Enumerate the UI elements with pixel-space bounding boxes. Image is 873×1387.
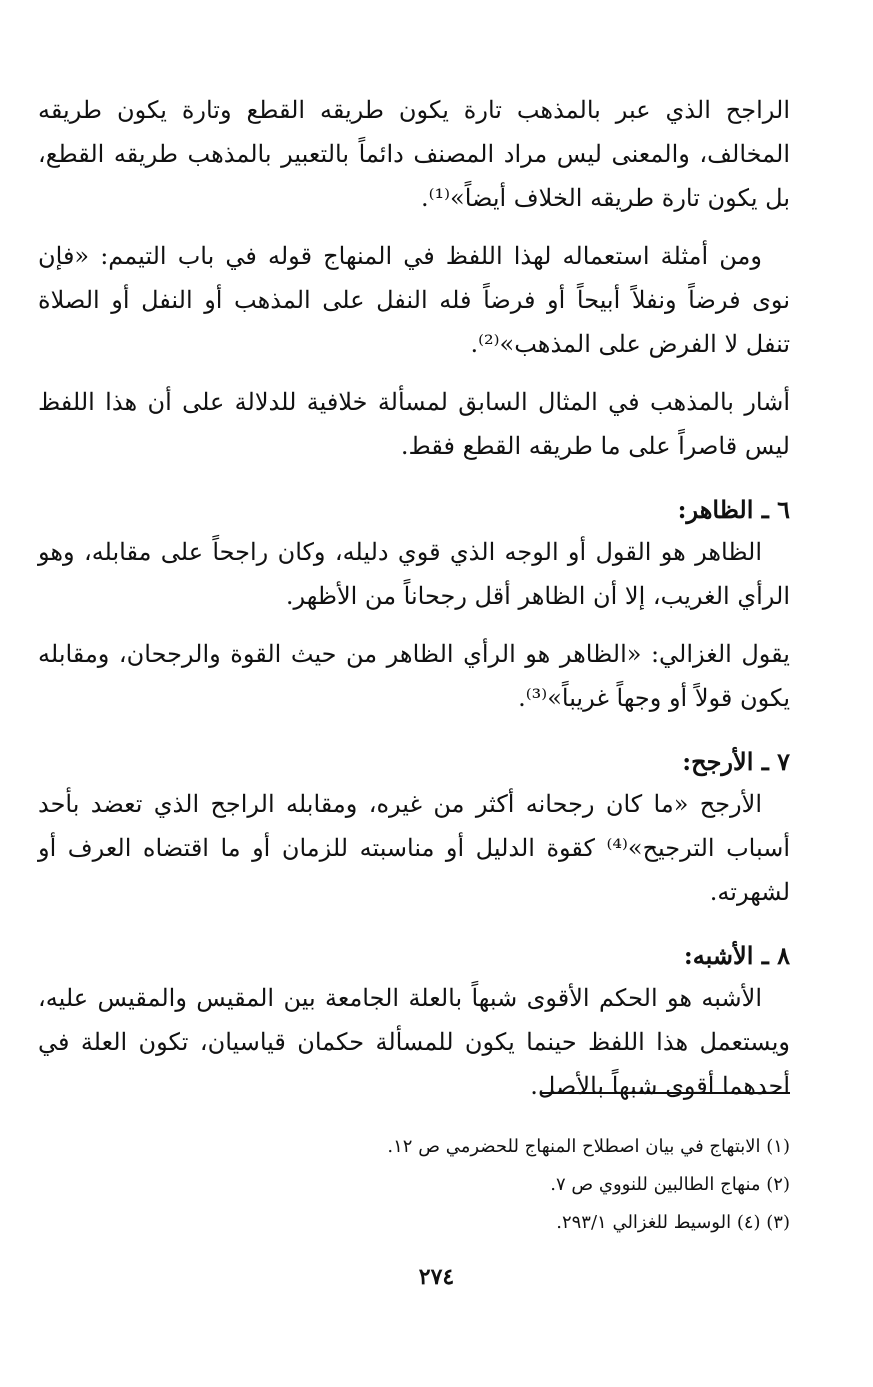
paragraph-zahir-ghazali: يقول الغزالي: «الظاهر هو الرأي الظاهر من حيث القوة والرجحان، ومقابله يكون قولاً أو وجهاً غريباً»⁽³⁾. <box>38 640 790 712</box>
footnote-divider <box>540 1092 790 1094</box>
page-body <box>38 88 790 1122</box>
paragraph-zahir-definition: الظاهر هو القول أو الوجه الذي قوي دليله، وكان راجحاً على مقابله، وهو الرأي الغريب، إلا أن الظاهر أقل رجحاناً من الأظهر. <box>38 538 790 610</box>
footnote-1: (١) الابتهاج في بيان اصطلاح المنهاج للحضرمي ص ١٢. <box>387 1136 790 1157</box>
heading-ashbah: ٨ ـ الأشبه: <box>683 941 790 970</box>
footnotes <box>38 1128 790 1242</box>
heading-arjah: ٧ ـ الأرجح: <box>682 747 790 776</box>
paragraph-madhhab-note: أشار بالمذهب في المثال السابق لمسألة خلافية للدلالة على أن هذا اللفظ ليس قاصراً على ما طريقه القطع فقط. <box>38 388 790 460</box>
footnote-2: (٢) منهاج الطالبين للنووي ص ٧. <box>550 1174 790 1195</box>
page-number: ٢٧٤ <box>418 1264 455 1290</box>
paragraph-arjah-definition: الأرجح «ما كان رجحانه أكثر من غيره، ومقابله الراجح الذي تعضد بأحد أسباب الترجيح»⁽⁴⁾ كقوة الدليل أو مناسبته للزمان أو ما اقتضاه العرف أو لشهرته. <box>38 790 790 906</box>
footnote-3-4: (٣) (٤) الوسيط للغزالي ٢٩٣/١. <box>556 1212 790 1233</box>
heading-zahir: ٦ ـ الظاهر: <box>677 495 790 524</box>
paragraph-madhhab-continuation: الراجح الذي عبر بالمذهب تارة يكون طريقه القطع وتارة يكون طريقه المخالف، والمعنى ليس مراد المصنف دائماً بالتعبير بالمذهب طريقه القطع، بل يكون تارة طريقه الخلاف أيضاً»⁽¹⁾. <box>38 96 790 212</box>
paragraph-madhhab-example: ومن أمثلة استعماله لهذا اللفظ في المنهاج قوله في باب التيمم: «فإن نوى فرضاً ونفلاً أبيحاً أو فرضاً فله النفل على المذهب أو النفل أو الصلاة تنفل لا الفرض على المذهب»⁽²⁾. <box>38 242 790 358</box>
paragraph-ashbah-definition: الأشبه هو الحكم الأقوى شبهاً بالعلة الجامعة بين المقيس والمقيس عليه، ويستعمل هذا اللفظ حينما يكون للمسألة حكمان قياسيان، تكون العلة في أحدهما أقوى شبهاً بالأصل. <box>38 984 790 1100</box>
